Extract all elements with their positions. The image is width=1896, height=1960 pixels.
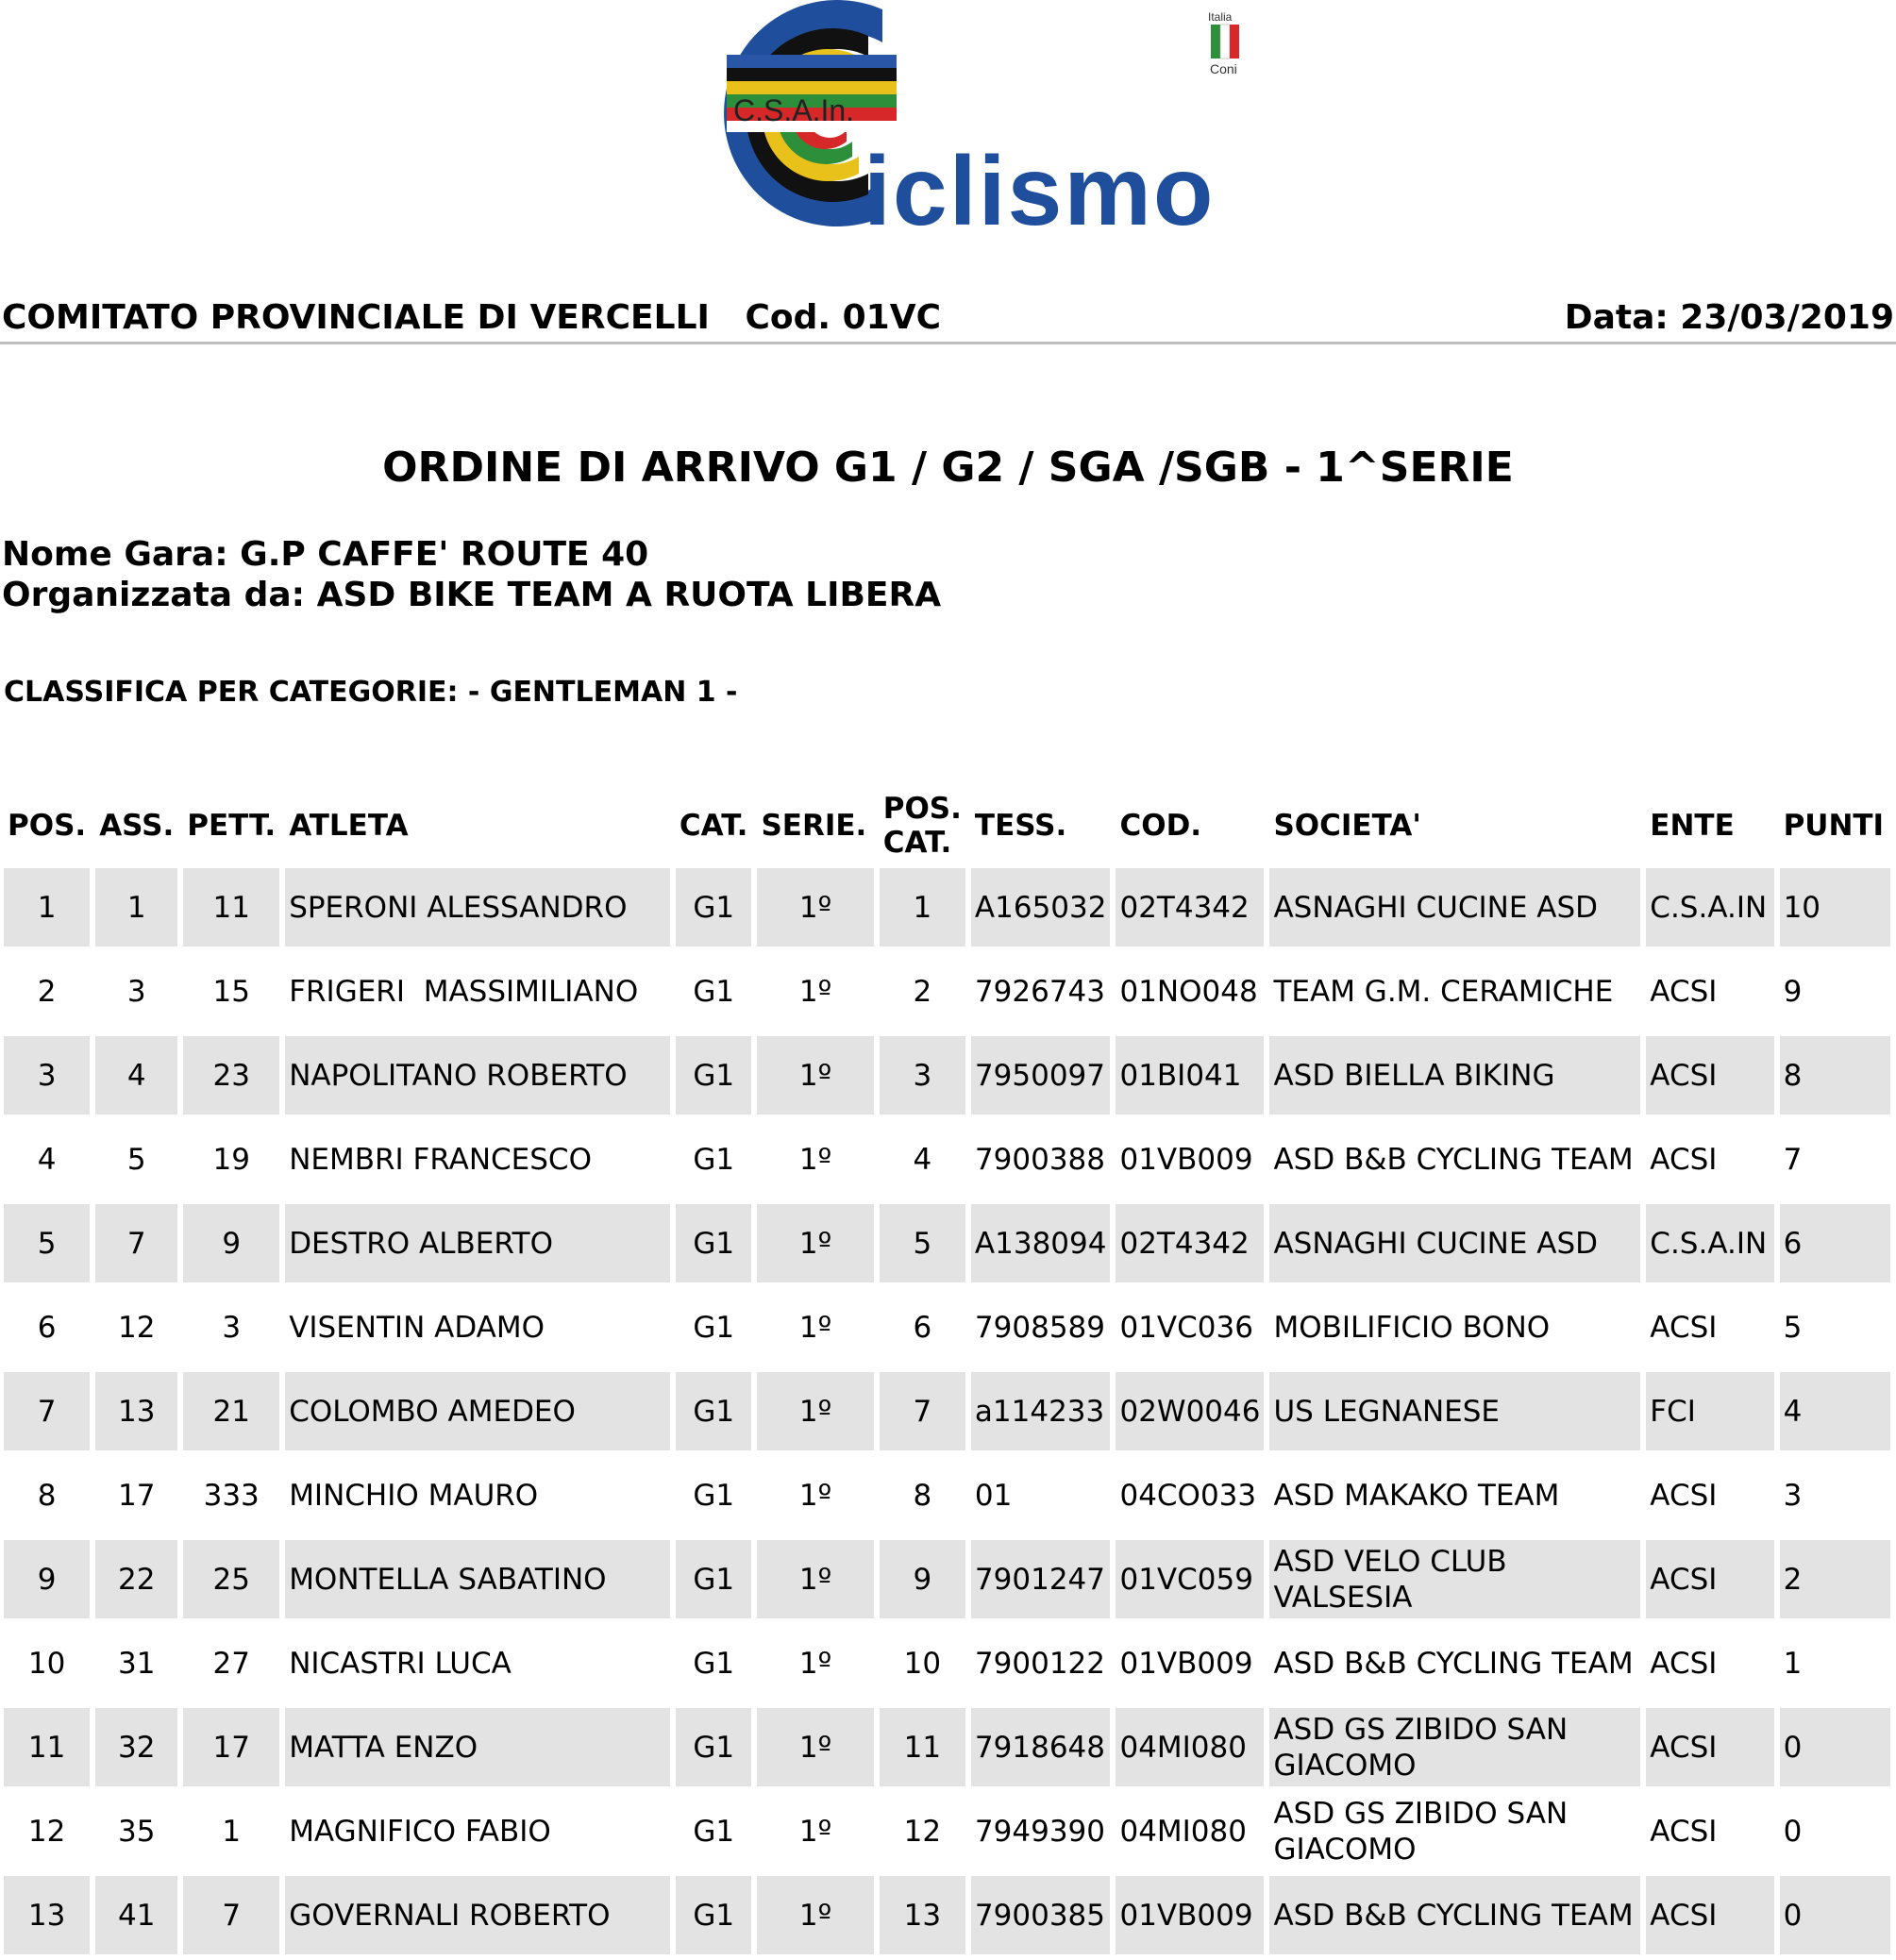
- col-header-punti: PUNTI: [1783, 809, 1885, 843]
- cell-ente: ACSI: [1650, 1646, 1718, 1681]
- cell-pos: 9: [4, 1540, 90, 1618]
- cell-cat: G1: [693, 1478, 735, 1513]
- cell-serie: 1º: [798, 1142, 832, 1177]
- cell-atleta: MAGNIFICO FABIO: [289, 1814, 551, 1849]
- cell-cat: G1: [693, 1646, 735, 1681]
- cell-pett: 333: [203, 1478, 260, 1513]
- cell-pos: 1: [4, 868, 90, 946]
- cell-cod: 02W0046: [1116, 1372, 1264, 1450]
- cell-ass: 12: [117, 1310, 156, 1345]
- cell-pos: 7: [4, 1372, 90, 1450]
- cell-pett: 25: [183, 1540, 279, 1618]
- cell-pos: 12: [27, 1814, 66, 1849]
- cell-serie: 1º: [757, 1204, 873, 1282]
- cell-punti: 10: [1780, 868, 1890, 946]
- cell-ente: FCI: [1646, 1372, 1773, 1450]
- col-header-poscat-line2: CAT.: [882, 826, 952, 860]
- cell-ass: 17: [117, 1478, 156, 1513]
- cell-atleta: SPERONI ALESSANDRO: [285, 868, 670, 946]
- cell-atleta: FRIGERI MASSIMILIANO: [289, 974, 639, 1009]
- cell-punti: 9: [1783, 974, 1803, 1009]
- cell-pos: 11: [4, 1708, 90, 1786]
- cell-ass: 31: [117, 1646, 156, 1681]
- table-row: [4, 1876, 1890, 1954]
- cell-atleta: VISENTIN ADAMO: [289, 1310, 545, 1345]
- cell-societa: ASD B&B CYCLING TEAM: [1273, 1646, 1634, 1681]
- cell-serie: 1º: [757, 868, 873, 946]
- table-row: [4, 1708, 1890, 1786]
- cell-atleta: NEMBRI FRANCESCO: [289, 1142, 592, 1177]
- coni-badge-bottom: Coni: [1210, 61, 1237, 76]
- cell-serie: 1º: [757, 1708, 873, 1786]
- cell-ente: ACSI: [1650, 1478, 1718, 1513]
- cell-cat: G1: [693, 974, 735, 1009]
- cell-punti: 5: [1783, 1310, 1803, 1345]
- cell-cat: G1: [693, 1142, 735, 1177]
- table-row: [4, 1288, 1890, 1366]
- cell-tess: a114233: [971, 1372, 1111, 1450]
- cell-societa: ASD GS ZIBIDO SAN GIACOMO: [1269, 1708, 1640, 1786]
- race-organizer: Organizzata da: ASD BIKE TEAM A RUOTA LIBERA: [2, 576, 942, 614]
- cell-ente: ACSI: [1650, 1142, 1718, 1177]
- cell-cat: G1: [676, 1372, 752, 1450]
- cell-pett: 27: [212, 1646, 250, 1681]
- cell-poscat: 5: [880, 1204, 965, 1282]
- date-label: Data: 23/03/2019: [1564, 298, 1894, 337]
- cell-ass: 13: [95, 1372, 177, 1450]
- cell-ente: C.S.A.IN: [1646, 868, 1773, 946]
- table-row: [4, 868, 1890, 946]
- cell-cat: G1: [676, 1204, 752, 1282]
- cell-pett: 7: [183, 1876, 279, 1954]
- cell-pos: 2: [37, 974, 57, 1009]
- logo-csain-text: C.S.A.In.: [733, 93, 855, 127]
- cell-cat: G1: [676, 1876, 752, 1954]
- cell-pos: 13: [4, 1876, 90, 1954]
- col-header-tess: TESS.: [974, 809, 1067, 843]
- cell-poscat: 8: [913, 1478, 932, 1513]
- cell-tess: 7900388: [974, 1142, 1105, 1177]
- cell-poscat: 6: [913, 1310, 932, 1345]
- cell-pett: 1: [222, 1814, 242, 1849]
- table-row: [4, 1204, 1890, 1282]
- col-header-pett: PETT.: [187, 809, 277, 843]
- col-header-poscat: [880, 789, 965, 863]
- cell-societa: ASD VELO CLUB VALSESIA: [1269, 1540, 1640, 1618]
- cell-pos: 5: [4, 1204, 90, 1282]
- cell-ente: ACSI: [1646, 1876, 1773, 1954]
- cell-tess: A138094: [971, 1204, 1111, 1282]
- cell-cod: 01VB009: [1116, 1876, 1264, 1954]
- cell-ass: 41: [95, 1876, 177, 1954]
- col-header-ass: ASS.: [99, 809, 175, 843]
- cell-atleta: GOVERNALI ROBERTO: [285, 1876, 670, 1954]
- cell-pos: 4: [37, 1142, 57, 1177]
- cell-pett: 15: [212, 974, 250, 1009]
- table-row: [4, 1456, 1890, 1534]
- coni-badge-top: Italia: [1208, 10, 1233, 24]
- cell-cat: G1: [693, 1310, 735, 1345]
- cell-pos: 8: [37, 1478, 57, 1513]
- cell-poscat: 13: [880, 1876, 965, 1954]
- cell-serie: 1º: [757, 1540, 873, 1618]
- cell-atleta: DESTRO ALBERTO: [285, 1204, 670, 1282]
- cell-punti: 8: [1780, 1036, 1890, 1114]
- committee-heading: COMITATO PROVINCIALE DI VERCELLI Cod. 01VC: [2, 298, 942, 337]
- cell-cod: 01VB009: [1119, 1646, 1253, 1681]
- cell-atleta: NAPOLITANO ROBERTO: [285, 1036, 670, 1114]
- table-row: [4, 1624, 1890, 1702]
- cell-ass: 3: [126, 974, 146, 1009]
- cell-ass: 4: [95, 1036, 177, 1114]
- race-info: [2, 534, 941, 615]
- cell-punti: 0: [1783, 1814, 1803, 1849]
- cell-serie: 1º: [798, 1814, 832, 1849]
- cell-cod: 01NO048: [1119, 974, 1258, 1009]
- cell-punti: 6: [1780, 1204, 1890, 1282]
- cell-tess: 7901247: [971, 1540, 1111, 1618]
- cell-tess: 7918648: [971, 1708, 1111, 1786]
- cell-ass: 32: [95, 1708, 177, 1786]
- cell-ass: 7: [95, 1204, 177, 1282]
- col-header-cat: CAT.: [679, 809, 748, 843]
- cell-serie: 1º: [798, 1310, 832, 1345]
- cell-atleta: NICASTRI LUCA: [289, 1646, 512, 1681]
- cell-cat: G1: [676, 868, 752, 946]
- cell-cod: 02T4342: [1116, 868, 1264, 946]
- cell-pett: 9: [183, 1204, 279, 1282]
- cell-poscat: 4: [913, 1142, 932, 1177]
- csain-ciclismo-logo: [628, 0, 1260, 230]
- cell-atleta: MONTELLA SABATINO: [285, 1540, 670, 1618]
- cell-tess: 7950097: [971, 1036, 1111, 1114]
- cell-tess: A165032: [971, 868, 1111, 946]
- cell-ente: ACSI: [1650, 974, 1718, 1009]
- cell-societa: MOBILIFICIO BONO: [1273, 1310, 1551, 1345]
- cell-poscat: 2: [913, 974, 932, 1009]
- cell-serie: 1º: [798, 974, 832, 1009]
- cell-societa: ASNAGHI CUCINE ASD: [1269, 868, 1640, 946]
- table-header-row: [4, 789, 1890, 863]
- cell-poscat: 11: [880, 1708, 965, 1786]
- cell-serie: 1º: [798, 1478, 832, 1513]
- cell-pett: 23: [183, 1036, 279, 1114]
- page-title: ORDINE DI ARRIVO G1 / G2 / SGA /SGB - 1^SERIE: [382, 444, 1514, 492]
- cell-cat: G1: [693, 1814, 735, 1849]
- cell-poscat: 9: [880, 1540, 965, 1618]
- cell-serie: 1º: [757, 1372, 873, 1450]
- cell-societa: ASD B&B CYCLING TEAM: [1269, 1876, 1640, 1954]
- col-header-pos: POS.: [8, 809, 87, 843]
- cell-atleta: MINCHIO MAURO: [289, 1478, 539, 1513]
- cell-poscat: 3: [880, 1036, 965, 1114]
- cell-societa: TEAM G.M. CERAMICHE: [1273, 974, 1614, 1009]
- cell-cod: 02T4342: [1116, 1204, 1264, 1282]
- cell-poscat: 1: [880, 868, 965, 946]
- table-row: [4, 1372, 1890, 1450]
- cell-punti: 2: [1780, 1540, 1890, 1618]
- coni-badge-icon: [1211, 25, 1239, 59]
- col-header-serie: SERIE.: [761, 809, 867, 843]
- cell-pett: 19: [212, 1142, 250, 1177]
- col-header-poscat-line1: POS.: [882, 792, 962, 826]
- cell-tess: 7908589: [974, 1310, 1105, 1345]
- cell-tess: 7926743: [974, 974, 1105, 1009]
- cell-pett: 3: [222, 1310, 242, 1345]
- cell-punti: 0: [1780, 1708, 1890, 1786]
- cell-ass: 35: [117, 1814, 156, 1849]
- col-header-atleta: ATLETA: [289, 809, 409, 843]
- race-name: Nome Gara: G.P CAFFE' ROUTE 40: [2, 535, 649, 574]
- logo-ciclismo-word: iclismo: [864, 137, 1216, 230]
- cell-ente: ACSI: [1650, 1310, 1718, 1345]
- cell-atleta: COLOMBO AMEDEO: [285, 1372, 670, 1450]
- cell-poscat: 12: [903, 1814, 942, 1849]
- table-row: [4, 1792, 1890, 1870]
- cell-societa: US LEGNANESE: [1269, 1372, 1640, 1450]
- col-header-cod: COD.: [1119, 809, 1202, 843]
- cell-cod: 01BI041: [1116, 1036, 1264, 1114]
- cell-ass: 1: [95, 868, 177, 946]
- cell-pett: 21: [183, 1372, 279, 1450]
- cell-tess: 7949390: [974, 1814, 1105, 1849]
- table-row: [4, 1036, 1890, 1114]
- cell-serie: 1º: [757, 1876, 873, 1954]
- cell-societa: ASD MAKAKO TEAM: [1273, 1478, 1560, 1513]
- cell-ass: 5: [126, 1142, 146, 1177]
- cell-cod: 01VC059: [1116, 1540, 1264, 1618]
- cell-tess: 7900122: [974, 1646, 1105, 1681]
- cell-cat: G1: [676, 1036, 752, 1114]
- cell-serie: 1º: [757, 1036, 873, 1114]
- cell-cat: G1: [676, 1540, 752, 1618]
- cell-pos: 3: [4, 1036, 90, 1114]
- cell-cod: 04MI080: [1119, 1814, 1247, 1849]
- cell-societa: ASD B&B CYCLING TEAM: [1273, 1142, 1634, 1177]
- cell-punti: 1: [1783, 1646, 1803, 1681]
- results-table: [0, 783, 1896, 1960]
- table-row: [4, 1540, 1890, 1618]
- cell-pett: 17: [183, 1708, 279, 1786]
- cell-poscat: 7: [880, 1372, 965, 1450]
- cell-ente: ACSI: [1646, 1708, 1773, 1786]
- cell-ente: ACSI: [1646, 1540, 1773, 1618]
- cell-cod: 01VB009: [1119, 1142, 1253, 1177]
- col-header-societa: SOCIETA': [1273, 809, 1421, 843]
- cell-cat: G1: [676, 1708, 752, 1786]
- cell-atleta: MATTA ENZO: [285, 1708, 670, 1786]
- cell-tess: 01: [974, 1478, 1013, 1513]
- cell-societa: ASD GS ZIBIDO SAN GIACOMO: [1273, 1796, 1569, 1867]
- cell-ente: ACSI: [1646, 1036, 1773, 1114]
- cell-pos: 6: [37, 1310, 57, 1345]
- cell-punti: 0: [1780, 1876, 1890, 1954]
- table-row: [4, 952, 1890, 1030]
- cell-pett: 11: [183, 868, 279, 946]
- cell-punti: 3: [1783, 1478, 1803, 1513]
- table-row: [4, 1120, 1890, 1198]
- cell-societa: ASD BIELLA BIKING: [1269, 1036, 1640, 1114]
- category-heading: CLASSIFICA PER CATEGORIE: - GENTLEMAN 1 -: [4, 676, 738, 709]
- cell-poscat: 10: [903, 1646, 942, 1681]
- cell-serie: 1º: [798, 1646, 832, 1681]
- cell-punti: 7: [1783, 1142, 1803, 1177]
- cell-ass: 22: [95, 1540, 177, 1618]
- cell-pos: 10: [27, 1646, 66, 1681]
- cell-cod: 01VC036: [1119, 1310, 1253, 1345]
- cell-tess: 7900385: [971, 1876, 1111, 1954]
- cell-punti: 4: [1780, 1372, 1890, 1450]
- cell-cod: 04MI080: [1116, 1708, 1264, 1786]
- col-header-ente: ENTE: [1650, 809, 1735, 843]
- cell-cod: 04CO033: [1119, 1478, 1257, 1513]
- cell-societa: ASNAGHI CUCINE ASD: [1269, 1204, 1640, 1282]
- cell-ente: C.S.A.IN: [1646, 1204, 1773, 1282]
- cell-ente: ACSI: [1650, 1814, 1718, 1849]
